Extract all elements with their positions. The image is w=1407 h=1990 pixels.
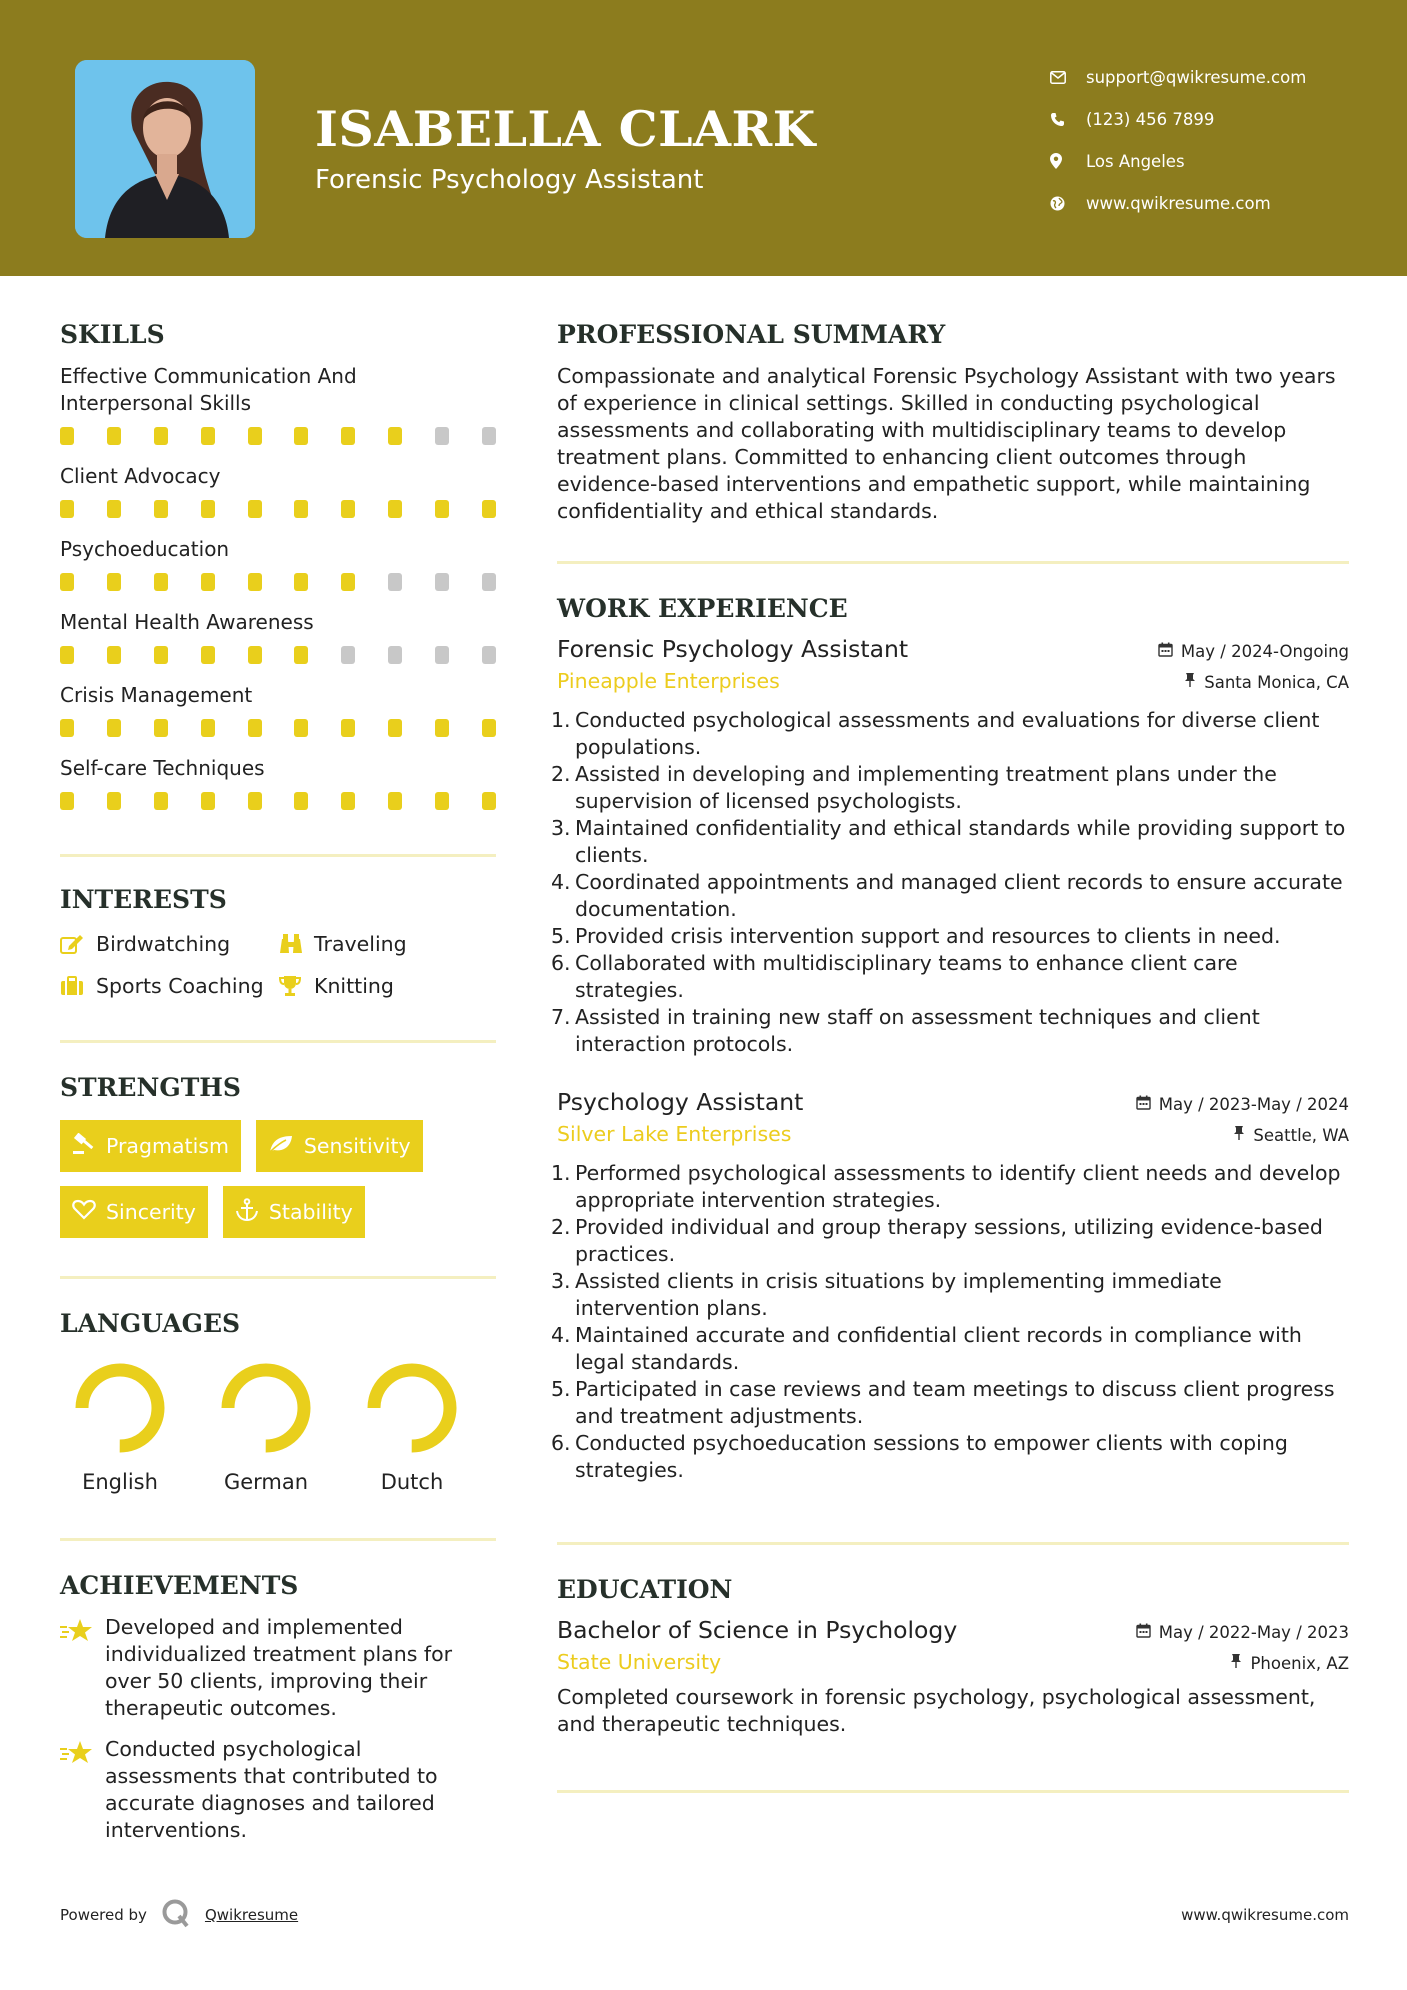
rating-dot-filled [294, 573, 308, 591]
job-date [1136, 1095, 1349, 1114]
job-title: Forensic Psychology Assistant [557, 635, 909, 663]
contact-email[interactable] [1050, 56, 1306, 98]
summary-text: Compassionate and analytical Forensic Psychology Assistant with two years of experience in clinical settings. Skilled in conducting psychological assessments and collaborating with multidisciplinary teams to develop treatment plans. Committed to enhancing client outcomes through evidence-based interventions and empathetic support, while maintaining confidentiality and ethical standards. [557, 364, 1336, 523]
skills-list [60, 363, 496, 810]
experience-heading: WORK EXPERIENCE [557, 594, 848, 623]
achievement-text: Conducted psychological assessments that contributed to accurate diagnoses and tailored interventions. [105, 1737, 438, 1842]
education-description: Completed coursework in forensic psychology, psychological assessment, and therapeutic techniques. [557, 1685, 1316, 1736]
proficiency-arc [374, 1370, 450, 1446]
strength-label: Pragmatism [106, 1134, 229, 1158]
gavel-icon [72, 1133, 96, 1160]
skill-rating [60, 500, 496, 518]
rating-dot-filled [341, 573, 355, 591]
education-location-text: Phoenix, AZ [1250, 1653, 1349, 1673]
interest-item [278, 932, 496, 956]
contact-list [1050, 56, 1306, 224]
left-column [60, 320, 496, 1844]
job-bullet [551, 707, 1349, 761]
skills-section [60, 320, 496, 810]
rating-dot-filled [294, 792, 308, 810]
section-divider [60, 1538, 496, 1541]
strength-label: Sensitivity [303, 1134, 411, 1158]
section-divider [60, 1276, 496, 1279]
education-section [557, 1575, 1349, 1738]
contact-email-text: support@qwikresume.com [1086, 67, 1307, 87]
rating-dot-empty [435, 573, 449, 591]
job-bullet [551, 1214, 1349, 1268]
language-item [206, 1360, 326, 1494]
skill-item [60, 609, 496, 664]
rating-dot-filled [60, 792, 74, 810]
rating-dot-filled [482, 792, 496, 810]
rating-dot-filled [294, 500, 308, 518]
rating-dot-filled [341, 500, 355, 518]
skill-rating [60, 719, 496, 737]
strength-badge [223, 1186, 365, 1238]
rating-dot-filled [435, 719, 449, 737]
job-bullet [551, 1430, 1349, 1484]
job-location-text: Santa Monica, CA [1204, 672, 1349, 692]
calendar-icon [1136, 1095, 1151, 1114]
language-ring [218, 1360, 314, 1456]
job-date-text: May / 2023-May / 2024 [1158, 1095, 1349, 1114]
job-bullet [551, 815, 1349, 869]
bullet-number: 4. [551, 1323, 571, 1347]
rating-dot-empty [388, 573, 402, 591]
achievements-section [60, 1571, 496, 1844]
rating-dot-filled [107, 573, 121, 591]
section-divider [557, 1790, 1349, 1793]
strength-label: Stability [268, 1200, 353, 1224]
degree-title: Bachelor of Science in Psychology [557, 1616, 958, 1644]
rating-dot-filled [201, 719, 215, 737]
rating-dot-filled [248, 500, 262, 518]
bullet-number: 1. [551, 708, 571, 732]
job-entry [551, 1088, 1349, 1484]
interest-label: Birdwatching [96, 932, 231, 956]
job-bullet [551, 869, 1349, 923]
bullet-number: 2. [551, 1215, 571, 1239]
bullet-text: Maintained confidentiality and ethical standards while providing support to clients. [575, 816, 1346, 867]
leaf-icon [268, 1134, 294, 1159]
section-divider [60, 854, 496, 857]
rating-dot-filled [435, 500, 449, 518]
brand-link[interactable]: Qwikresume [204, 1906, 299, 1924]
achievement-item [60, 1614, 496, 1722]
job-bullet [551, 1160, 1349, 1214]
job-title: Psychology Assistant [557, 1088, 804, 1116]
bullet-number: 5. [551, 924, 571, 948]
job-bullet [551, 923, 1349, 950]
school-name: State University [557, 1650, 722, 1674]
rating-dot-filled [107, 500, 121, 518]
job-entry [551, 635, 1349, 1058]
pencil-icon [60, 934, 96, 954]
bullet-text: Maintained accurate and confidential client records in compliance with legal standards. [575, 1323, 1302, 1374]
rating-dot-filled [60, 500, 74, 518]
rating-dot-filled [107, 719, 121, 737]
bullet-text: Conducted psychoeducation sessions to empower clients with coping strategies. [575, 1431, 1288, 1482]
rating-dot-filled [154, 646, 168, 664]
experience-section [551, 594, 1349, 1484]
bullet-text: Provided crisis intervention support and resources to clients in need. [575, 924, 1281, 948]
company-name: Pineapple Enterprises [557, 669, 780, 693]
bullet-number: 6. [551, 951, 571, 975]
skill-item [60, 682, 496, 737]
language-name: German [223, 1470, 309, 1494]
achievement-item [60, 1736, 496, 1844]
job-location [1184, 672, 1349, 692]
section-divider [557, 561, 1349, 564]
education-date-text: May / 2022-May / 2023 [1158, 1623, 1349, 1642]
job-bullet [551, 761, 1349, 815]
summary-heading: PROFESSIONAL SUMMARY [557, 320, 946, 349]
footer-powered-by [60, 1898, 298, 1932]
rating-dot-filled [60, 573, 74, 591]
job-bullets [551, 1160, 1349, 1484]
job-bullet [551, 1322, 1349, 1376]
rating-dot-filled [294, 719, 308, 737]
language-ring [72, 1360, 168, 1456]
pushpin-icon [1233, 1125, 1245, 1145]
rating-dot-filled [60, 646, 74, 664]
rating-dot-filled [154, 427, 168, 445]
job-location [1233, 1125, 1349, 1145]
summary-section [557, 320, 1349, 525]
rating-dot-empty [341, 646, 355, 664]
bullet-text: Coordinated appointments and managed client records to ensure accurate documentation. [575, 870, 1343, 921]
rating-dot-filled [341, 427, 355, 445]
rating-dot-filled [248, 792, 262, 810]
education-heading: EDUCATION [557, 1575, 733, 1604]
skill-name: Psychoeducation [60, 537, 230, 561]
rating-dot-filled [154, 573, 168, 591]
language-name: English [82, 1470, 158, 1494]
skill-rating [60, 427, 496, 445]
job-bullet [551, 1268, 1349, 1322]
contact-phone-text: (123) 456 7899 [1086, 109, 1215, 129]
company-name: Silver Lake Enterprises [557, 1122, 792, 1146]
rating-dot-filled [107, 646, 121, 664]
job-bullet [551, 1004, 1349, 1058]
rating-dot-filled [154, 792, 168, 810]
bullet-text: Conducted psychological assessments and evaluations for diverse client populations. [575, 708, 1320, 759]
interest-label: Sports Coaching [96, 974, 264, 998]
job-date-text: May / 2024-Ongoing [1180, 642, 1349, 661]
globe-icon [1050, 196, 1086, 211]
rating-dot-filled [201, 573, 215, 591]
bullet-number: 4. [551, 870, 571, 894]
rating-dot-filled [341, 719, 355, 737]
qwikresume-logo-icon [161, 1898, 191, 1932]
anchor-icon [235, 1198, 259, 1227]
skill-name: Mental Health Awareness [60, 610, 314, 634]
achievement-text: Developed and implemented individualized treatment plans for over 50 clients, improving their therapeutic outcomes. [105, 1615, 453, 1720]
rating-dot-filled [154, 719, 168, 737]
job-location-text: Seattle, WA [1253, 1125, 1349, 1145]
bullet-text: Collaborated with multidisciplinary teams to enhance client care strategies. [575, 951, 1238, 1002]
strength-badge [60, 1120, 241, 1172]
language-item [352, 1360, 472, 1494]
languages-section [60, 1309, 496, 1494]
skill-name: Crisis Management [60, 683, 253, 707]
pushpin-icon [1184, 672, 1196, 692]
mail-icon [1050, 71, 1086, 84]
rating-dot-filled [482, 719, 496, 737]
strength-badge [256, 1120, 423, 1172]
interests-section [60, 885, 496, 998]
section-divider [60, 1040, 496, 1043]
language-item [60, 1360, 180, 1494]
rating-dot-filled [60, 719, 74, 737]
rating-dot-filled [248, 646, 262, 664]
contact-website[interactable] [1050, 182, 1306, 224]
skill-item [60, 463, 496, 518]
job-bullet [551, 950, 1349, 1004]
skill-rating [60, 646, 496, 664]
education-date [1136, 1623, 1349, 1642]
interest-item [60, 932, 278, 956]
rating-dot-filled [341, 792, 355, 810]
rating-dot-filled [201, 646, 215, 664]
skill-item [60, 755, 496, 810]
skill-name: Effective Communication And Interpersonal Skills [60, 364, 357, 415]
skill-rating [60, 573, 496, 591]
rating-dot-empty [482, 573, 496, 591]
rating-dot-filled [107, 427, 121, 445]
rating-dot-filled [248, 573, 262, 591]
strengths-heading: STRENGTHS [60, 1073, 241, 1102]
education-location [1230, 1653, 1349, 1673]
rating-dot-filled [388, 792, 402, 810]
rating-dot-filled [388, 500, 402, 518]
job-date [1158, 642, 1349, 661]
interest-label: Traveling [314, 932, 407, 956]
rating-dot-filled [435, 792, 449, 810]
briefcase-icon [60, 976, 96, 996]
calendar-icon [1136, 1623, 1151, 1642]
languages-list [60, 1360, 496, 1494]
rating-dot-filled [60, 427, 74, 445]
heart-icon [72, 1199, 96, 1225]
skills-heading: SKILLS [60, 320, 165, 349]
proficiency-arc [82, 1370, 158, 1446]
rating-dot-filled [388, 427, 402, 445]
interests-heading: INTERESTS [60, 885, 227, 914]
rating-dot-filled [201, 427, 215, 445]
bullet-number: 3. [551, 1269, 571, 1293]
candidate-name: ISABELLA CLARK [315, 100, 816, 158]
bullet-number: 3. [551, 816, 571, 840]
header [0, 0, 1407, 276]
footer-url[interactable]: www.qwikresume.com [1181, 1906, 1349, 1924]
powered-by-label: Powered by [60, 1906, 147, 1924]
rating-dot-filled [294, 427, 308, 445]
bullet-text: Assisted clients in crisis situations by implementing immediate intervention plans. [575, 1269, 1222, 1320]
interest-item [278, 974, 496, 998]
skill-rating [60, 792, 496, 810]
strengths-section [60, 1073, 496, 1238]
contact-location-text: Los Angeles [1086, 151, 1185, 171]
proficiency-arc [228, 1370, 304, 1446]
rating-dot-filled [107, 792, 121, 810]
skill-name: Self-care Techniques [60, 756, 265, 780]
interest-item [60, 974, 278, 998]
rating-dot-filled [482, 500, 496, 518]
strength-label: Sincerity [106, 1200, 196, 1224]
bullet-text: Assisted in training new staff on assessment techniques and client interaction protocols. [575, 1005, 1260, 1056]
rating-dot-empty [482, 646, 496, 664]
binoculars-icon [278, 933, 314, 955]
pushpin-icon [1230, 1653, 1242, 1673]
rating-dot-filled [248, 427, 262, 445]
rating-dot-filled [154, 500, 168, 518]
rating-dot-filled [248, 719, 262, 737]
right-column [551, 320, 1349, 1793]
rating-dot-filled [294, 646, 308, 664]
rating-dot-filled [201, 500, 215, 518]
bullet-number: 5. [551, 1377, 571, 1401]
contact-website-text: www.qwikresume.com [1086, 193, 1271, 213]
trophy-icon [278, 975, 314, 997]
interest-label: Knitting [314, 974, 394, 998]
star-icon [60, 1736, 105, 1770]
bullet-text: Provided individual and group therapy sessions, utilizing evidence-based practices. [575, 1215, 1323, 1266]
bullet-text: Participated in case reviews and team meetings to discuss client progress and treatment adjustments. [575, 1377, 1335, 1428]
bullet-number: 6. [551, 1431, 571, 1455]
phone-icon [1050, 112, 1086, 127]
rating-dot-empty [435, 646, 449, 664]
skill-item [60, 536, 496, 591]
languages-heading: LANGUAGES [60, 1309, 241, 1338]
calendar-icon [1158, 642, 1173, 661]
job-bullets [551, 707, 1349, 1058]
job-bullet [551, 1376, 1349, 1430]
contact-phone[interactable] [1050, 98, 1306, 140]
contact-location [1050, 140, 1306, 182]
language-name: Dutch [380, 1470, 444, 1494]
bullet-number: 7. [551, 1005, 571, 1029]
strength-badge [60, 1186, 208, 1238]
bullet-text: Performed psychological assessments to identify client needs and develop appropriate intervention strategies. [575, 1161, 1341, 1212]
achievements-heading: ACHIEVEMENTS [60, 1571, 299, 1600]
skill-name: Client Advocacy [60, 464, 221, 488]
rating-dot-filled [201, 792, 215, 810]
section-divider [557, 1542, 1349, 1545]
language-ring [364, 1360, 460, 1456]
bullet-number: 2. [551, 762, 571, 786]
profile-photo [75, 60, 255, 238]
skill-item [60, 363, 496, 445]
rating-dot-empty [482, 427, 496, 445]
bullet-text: Assisted in developing and implementing treatment plans under the supervision of licensed psychologists. [575, 762, 1277, 813]
bullet-number: 1. [551, 1161, 571, 1185]
rating-dot-empty [388, 646, 402, 664]
rating-dot-filled [388, 719, 402, 737]
candidate-title: Forensic Psychology Assistant [315, 165, 704, 195]
location-icon [1050, 153, 1086, 169]
star-icon [60, 1614, 105, 1648]
rating-dot-empty [435, 427, 449, 445]
